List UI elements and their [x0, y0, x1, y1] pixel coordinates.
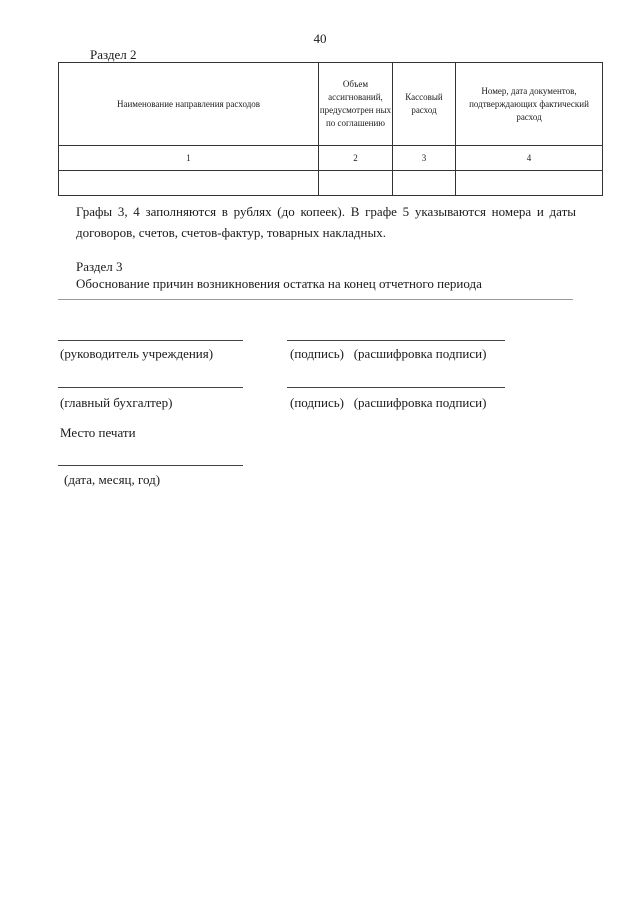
table-cell — [393, 171, 456, 196]
section-2-title: Раздел 2 — [90, 47, 137, 62]
expenses-table — [58, 62, 603, 196]
table-header-row — [59, 63, 603, 146]
section-3-subtitle: Обоснование причин возникновения остатка на конец отчетного периода — [76, 276, 482, 291]
header-allocated-volume: Объем ассигнований, предусмотрен ных по соглашению — [319, 63, 393, 146]
accountant-sign-caption: (подпись) (расшифровка подписи) — [290, 395, 487, 410]
table-row — [59, 171, 603, 196]
table-cell — [456, 171, 603, 196]
accountant-signature-line — [58, 387, 243, 388]
page-number: 40 — [313, 31, 327, 46]
date-line — [58, 465, 243, 466]
column-number: 4 — [456, 146, 603, 171]
header-cash-expense: Кассовый расход — [393, 63, 456, 146]
column-number: 3 — [393, 146, 456, 171]
section-3-title: Раздел 3 — [76, 259, 123, 274]
fill-instructions-note: Графы 3, 4 заполняются в рублях (до копеек). В графе 5 указываются номера и даты договоров, счетов, счетов-фактур, товарных накладных. — [76, 204, 576, 240]
table-column-numbers-row — [59, 146, 603, 171]
stamp-place-label: Место печати — [60, 425, 136, 440]
column-number: 1 — [59, 146, 319, 171]
column-number: 2 — [319, 146, 393, 171]
head-signature-line — [58, 340, 243, 341]
head-sign-line — [287, 340, 505, 341]
head-sign-caption: (подпись) (расшифровка подписи) — [290, 346, 487, 361]
table-cell — [59, 171, 319, 196]
justification-line — [58, 299, 573, 300]
accountant-sign-line — [287, 387, 505, 388]
header-expense-direction: Наименование направления расходов — [59, 63, 319, 146]
date-caption: (дата, месяц, год) — [64, 472, 161, 487]
head-caption: (руководитель учреждения) — [60, 346, 214, 361]
table-cell — [319, 171, 393, 196]
accountant-caption: (главный бухгалтер) — [60, 395, 173, 410]
header-documents: Номер, дата документов, подтверждающих фактический расход — [456, 63, 603, 146]
